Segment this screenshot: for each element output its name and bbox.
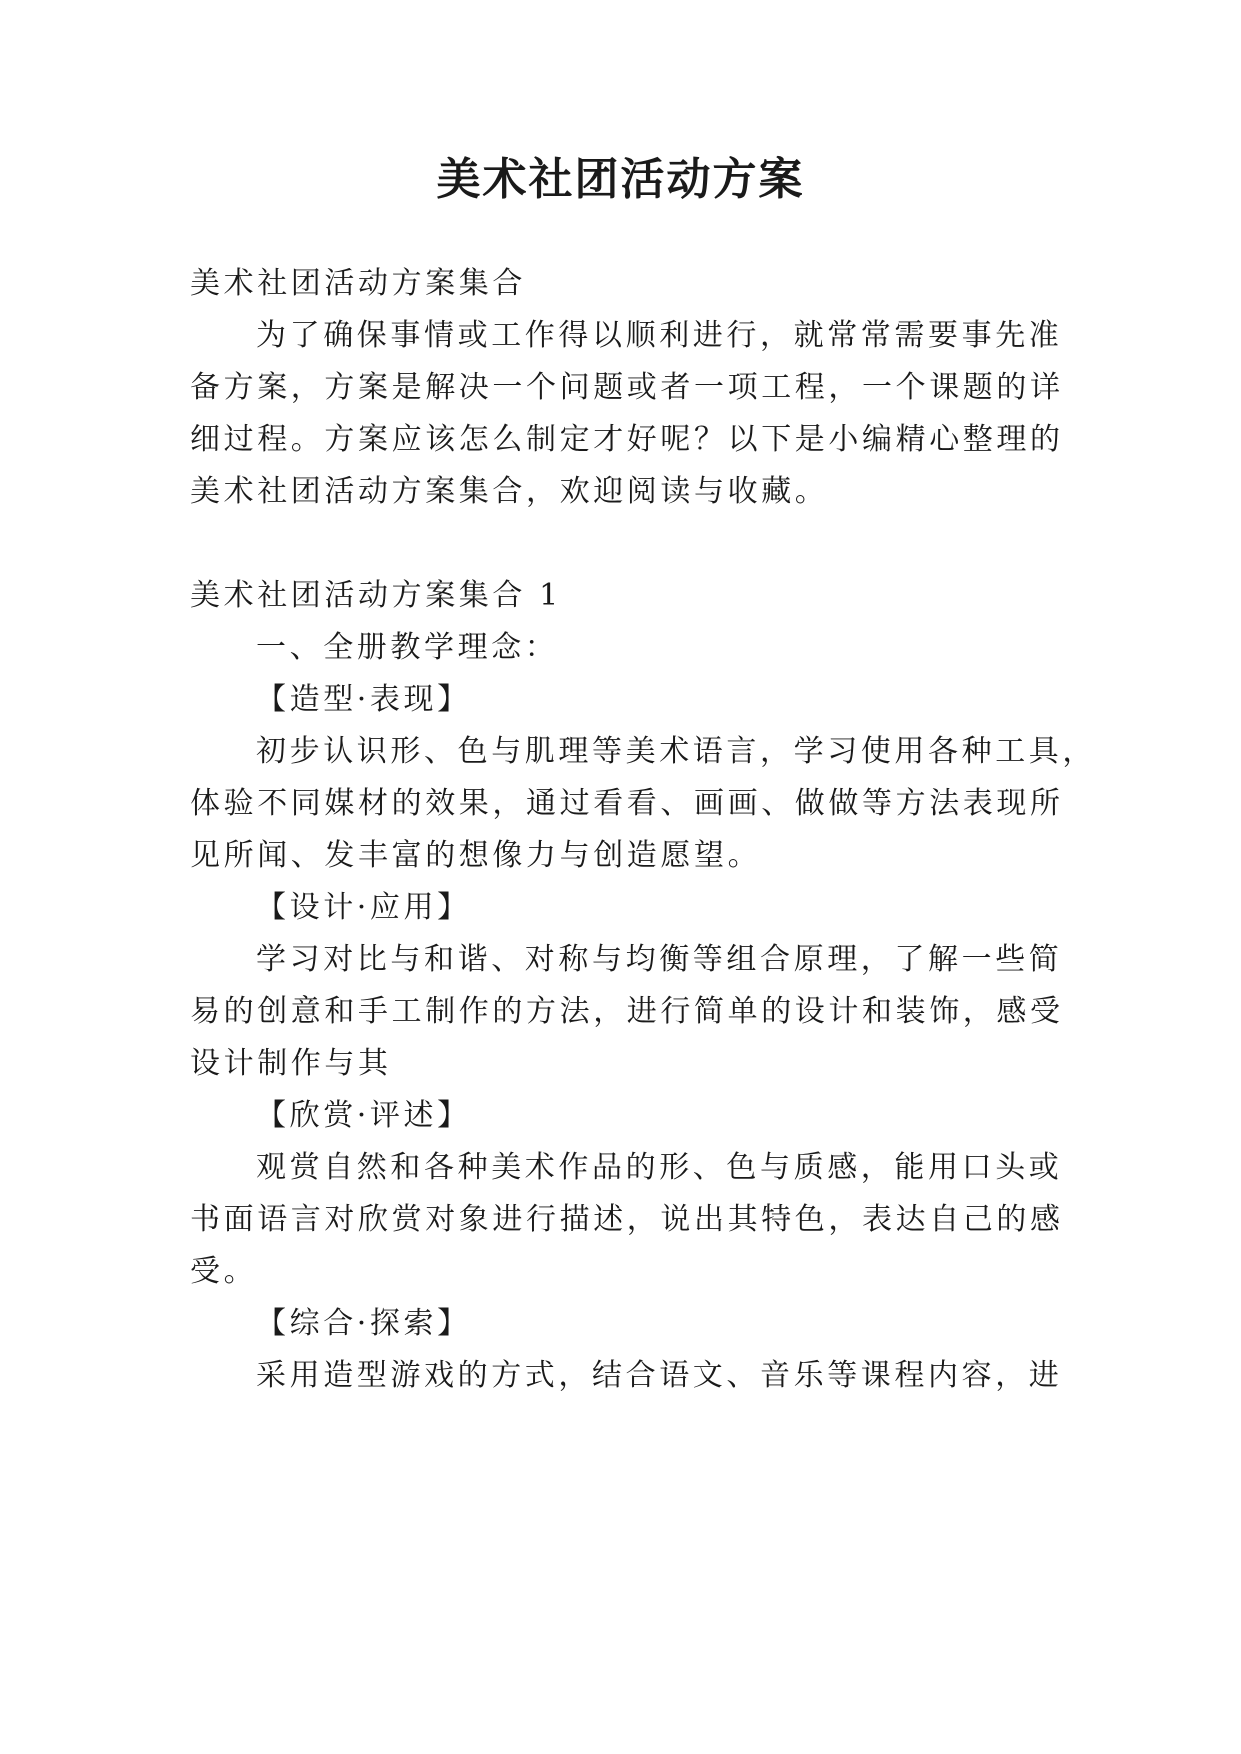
appreciation-paragraph-line-1: 观赏自然和各种美术作品的形、色与质感，能用口头或 xyxy=(256,1150,1063,1185)
document-title: 美术社团活动方案 xyxy=(436,154,805,205)
appreciation-paragraph-line-2: 书面语言对欣赏对象进行描述，说出其特色，表达自己的感 xyxy=(190,1202,1064,1237)
modeling-paragraph-line-2: 体验不同媒材的效果，通过看看、画画、做做等方法表现所 xyxy=(190,786,1064,821)
synthesis-paragraph-line-1: 采用造型游戏的方式，结合语文、音乐等课程内容，进 xyxy=(256,1358,1063,1393)
teaching-philosophy-heading: 一、全册教学理念： xyxy=(256,630,559,665)
design-paragraph-line-1: 学习对比与和谐、对称与均衡等组合原理，了解一些简 xyxy=(256,942,1063,977)
intro-paragraph-line-1: 为了确保事情或工作得以顺利进行，就常常需要事先准 xyxy=(256,318,1063,353)
design-paragraph-line-3: 设计制作与其 xyxy=(190,1046,392,1081)
intro-paragraph-line-3: 细过程。方案应该怎么制定才好呢？以下是小编精心整理的 xyxy=(190,422,1064,457)
appreciation-paragraph-line-3: 受。 xyxy=(190,1254,258,1289)
subheading-modeling-expression: 【造型·表现】 xyxy=(256,682,471,717)
subheading-appreciation-review: 【欣赏·评述】 xyxy=(256,1098,471,1133)
section-heading-collection-1: 美术社团活动方案集合 1 xyxy=(190,578,562,613)
subheading-design-application: 【设计·应用】 xyxy=(256,890,471,925)
section-heading-collection: 美术社团活动方案集合 xyxy=(190,266,526,301)
design-paragraph-line-2: 易的创意和手工制作的方法，进行简单的设计和装饰，感受 xyxy=(190,994,1064,1029)
modeling-paragraph-line-3: 见所闻、发丰富的想像力与创造愿望。 xyxy=(190,838,762,873)
intro-paragraph-line-2: 备方案，方案是解决一个问题或者一项工程，一个课题的详 xyxy=(190,370,1064,405)
intro-paragraph-line-4: 美术社团活动方案集合，欢迎阅读与收藏。 xyxy=(190,474,829,509)
modeling-paragraph-line-1: 初步认识形、色与肌理等美术语言，学习使用各种工具， xyxy=(256,734,1096,769)
subheading-synthesis-exploration: 【综合·探索】 xyxy=(256,1306,471,1341)
